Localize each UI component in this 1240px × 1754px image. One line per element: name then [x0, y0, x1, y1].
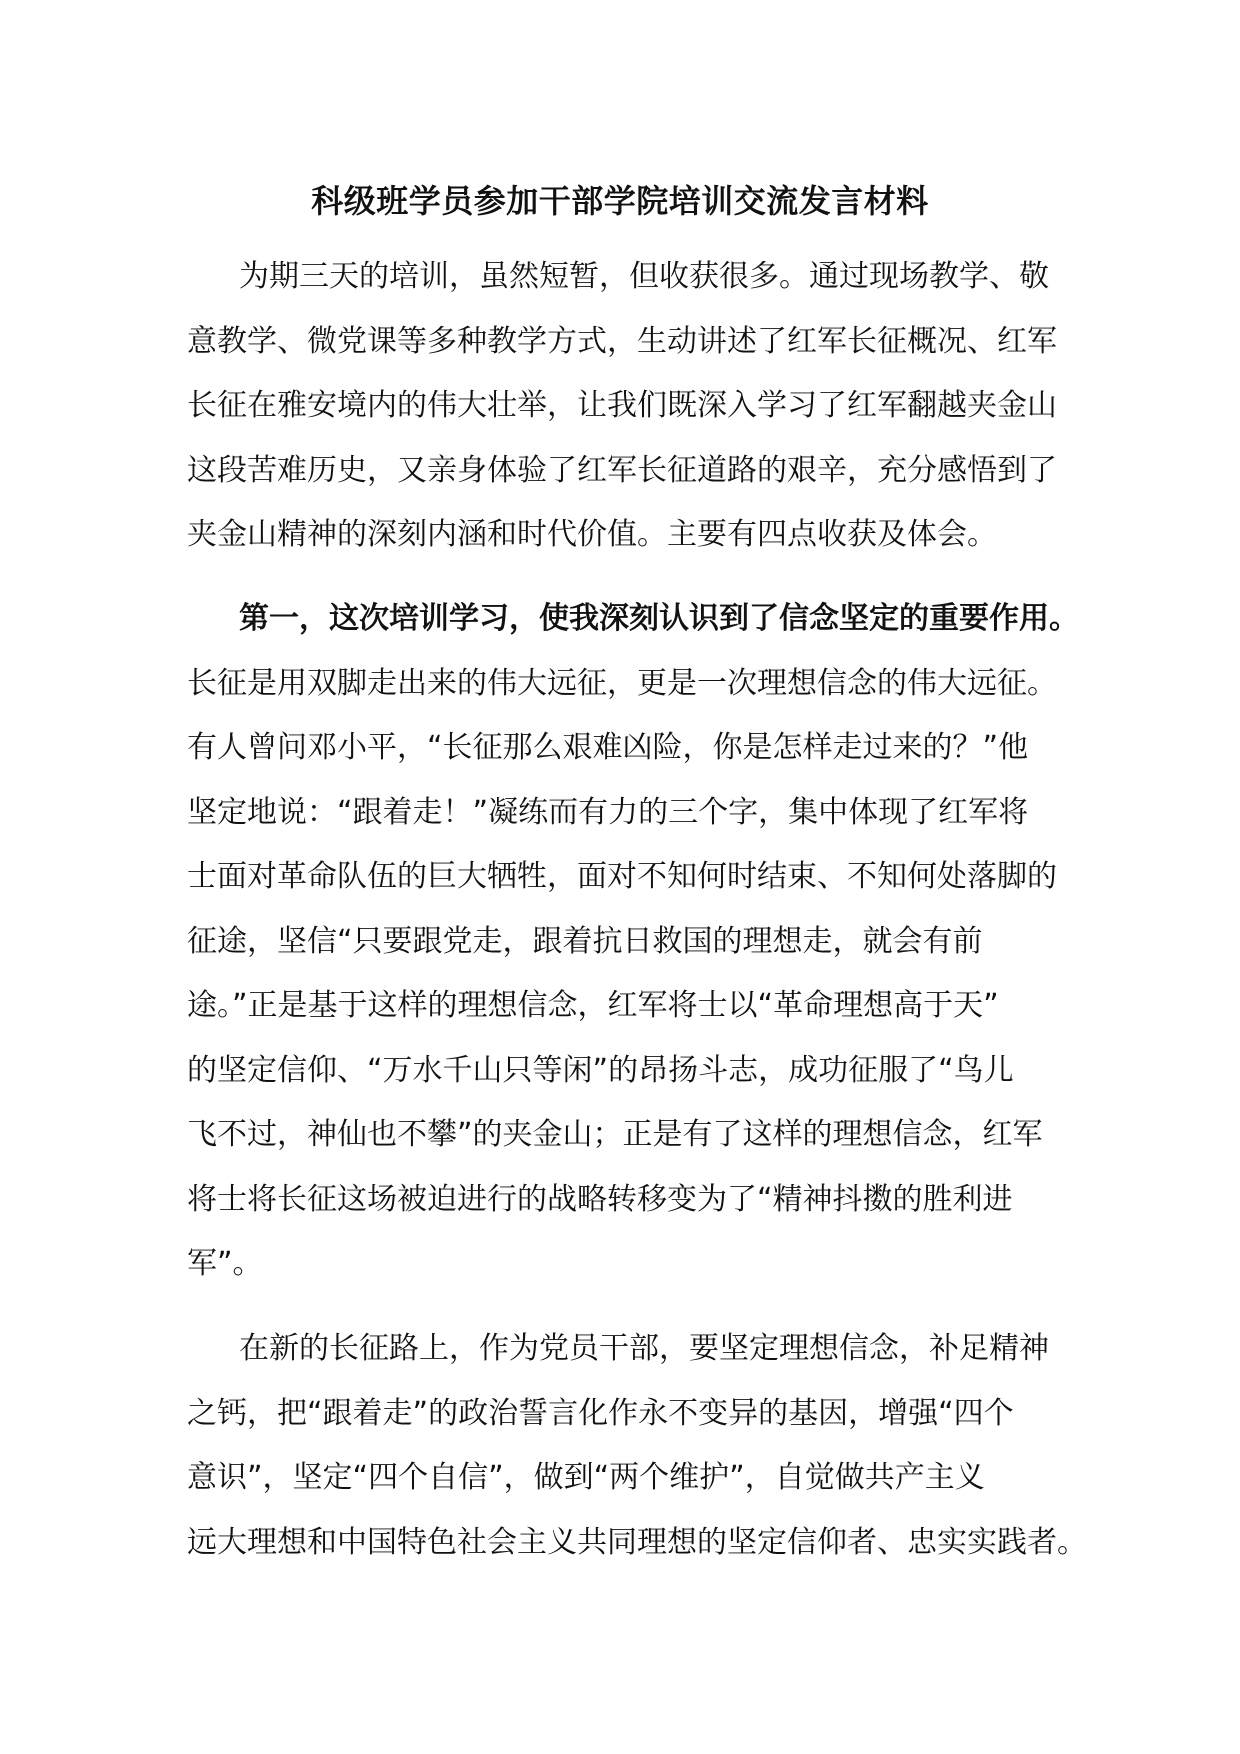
text-line: 士面对革命队伍的巨大牺牲，面对不知何时结束、不知何处落脚的: [187, 859, 1057, 894]
text-line: 为期三天的培训，虽然短暂，但收获很多。通过现场教学、敬: [239, 259, 1049, 294]
text-line: 军”。: [187, 1246, 263, 1281]
text-line: 的坚定信仰、“万水千山只等闲”的昂扬斗志，成功征服了“鸟儿: [187, 1052, 1014, 1088]
text-line: 在新的长征路上，作为党员干部，要坚定理想信念，补足精神: [239, 1331, 1049, 1366]
text-line: 将士将长征这场被迫进行的战略转移变为了“精神抖擞的胜利进: [187, 1181, 1013, 1217]
text-line: 意识”，坚定“四个自信”，做到“两个维护”，自觉做共产主义: [187, 1460, 985, 1495]
text-line: 长征是用双脚走出来的伟大远征，更是一次理想信念的伟大远征。: [187, 665, 1057, 701]
text-line: 飞不过，神仙也不攀”的夹金山；正是有了这样的理想信念，红军: [187, 1117, 1043, 1152]
text-line: 远大理想和中国特色社会主义共同理想的坚定信仰者、忠实实践者。: [187, 1524, 1087, 1560]
text-line: 长征在雅安境内的伟大壮举，让我们既深入学习了红军翻越夹金山: [187, 388, 1057, 423]
text-line: 夹金山精神的深刻内涵和时代价值。主要有四点收获及体会。: [187, 517, 997, 552]
text-line: 有人曾问邓小平，“长征那么艰难凶险，你是怎样走过来的？”他: [187, 730, 1029, 765]
paragraph-first-point: [187, 587, 1079, 1297]
paragraph-new-long-march: [187, 1317, 1087, 1575]
paragraph-intro: [187, 245, 1067, 568]
document-title: 科级班学员参加干部学院培训交流发言材料: [311, 182, 929, 220]
text-line: 意教学、微党课等多种教学方式，生动讲述了红军长征概况、红军: [187, 323, 1057, 359]
text-line: 之钙，把“跟着走”的政治誓言化作永不变异的基因，增强“四个: [187, 1395, 1014, 1431]
text-line: 途。”正是基于这样的理想信念，红军将士以“革命理想高于天”: [187, 988, 999, 1023]
text-line: 坚定地说：“跟着走！”凝练而有力的三个字，集中体现了红军将: [187, 794, 1029, 830]
text-line: 这段苦难历史，又亲身体验了红军长征道路的艰辛，充分感悟到了: [187, 452, 1057, 488]
paragraph-lead-heading: 第一，这次培训学习，使我深刻认识到了信念坚定的重要作用。: [239, 601, 1079, 636]
text-line: 征途，坚信“只要跟党走，跟着抗日救国的理想走，就会有前: [187, 923, 983, 959]
